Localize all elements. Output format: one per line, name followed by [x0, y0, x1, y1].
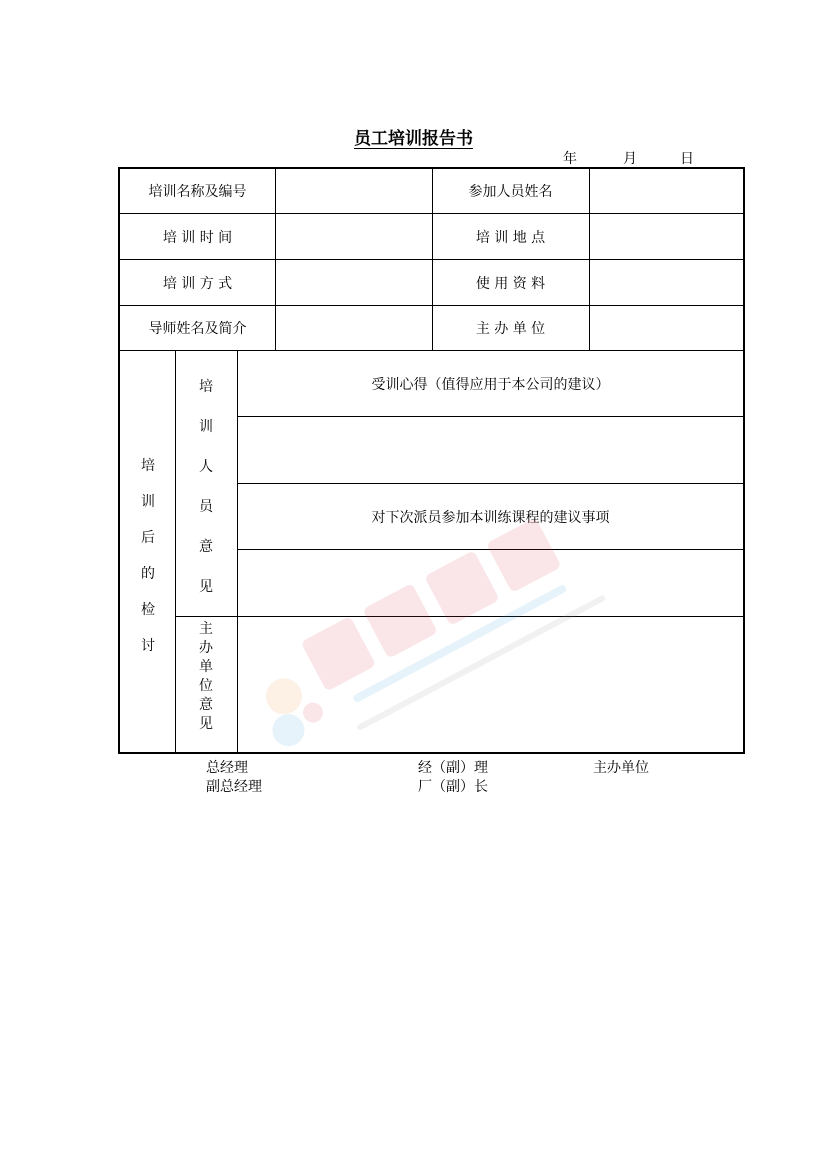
field-training-experience[interactable] — [238, 417, 743, 483]
label-sponsor: 主 办 单 位 — [475, 321, 546, 337]
field-training-location[interactable] — [590, 214, 743, 259]
label-participants: 参加人员姓名 — [468, 184, 553, 200]
field-training-method[interactable] — [276, 260, 432, 305]
date-month-label: 月 — [623, 151, 637, 167]
signature-general-manager: 总经理 — [206, 760, 248, 776]
signature-factory-director: 厂（副）长 — [418, 779, 488, 795]
label-training-time: 培 训 时 间 — [162, 229, 233, 246]
label-training-method: 培 训 方 式 — [162, 275, 233, 292]
field-sponsor-opinion[interactable] — [238, 617, 743, 752]
label-sponsor-opinion: 主 办 单 位 意 见 — [199, 621, 213, 732]
label-training-name: 培训名称及编号 — [148, 184, 247, 200]
label-training-location: 培 训 地 点 — [475, 229, 546, 246]
field-materials[interactable] — [590, 260, 743, 305]
section-label-post-training-review: 培 训 后 的 检 讨 — [141, 458, 155, 654]
page-title: 员工培训报告书 — [354, 129, 473, 149]
field-instructor[interactable] — [276, 306, 432, 350]
field-training-name[interactable] — [276, 169, 432, 213]
field-participants[interactable] — [590, 169, 743, 213]
date-day-label: 日 — [680, 151, 694, 167]
signature-manager: 经（副）理 — [418, 760, 488, 776]
label-trainee-opinion: 培 训 人 员 意 见 — [199, 379, 213, 595]
report-table — [118, 167, 745, 754]
label-instructor: 导师姓名及简介 — [148, 321, 247, 337]
field-training-time[interactable] — [276, 214, 432, 259]
column-divider — [175, 351, 176, 752]
field-next-course-suggestions[interactable] — [238, 550, 743, 616]
label-materials: 使 用 资 料 — [475, 275, 546, 292]
signature-deputy-general-manager: 副总经理 — [206, 779, 262, 795]
heading-next-course-suggestions: 对下次派员参加本训练课程的建议事项 — [371, 509, 610, 526]
date-year-label: 年 — [563, 151, 577, 167]
heading-training-experience: 受训心得（值得应用于本公司的建议） — [371, 376, 610, 393]
field-sponsor[interactable] — [590, 306, 743, 350]
signature-sponsor-unit: 主办单位 — [593, 760, 649, 776]
